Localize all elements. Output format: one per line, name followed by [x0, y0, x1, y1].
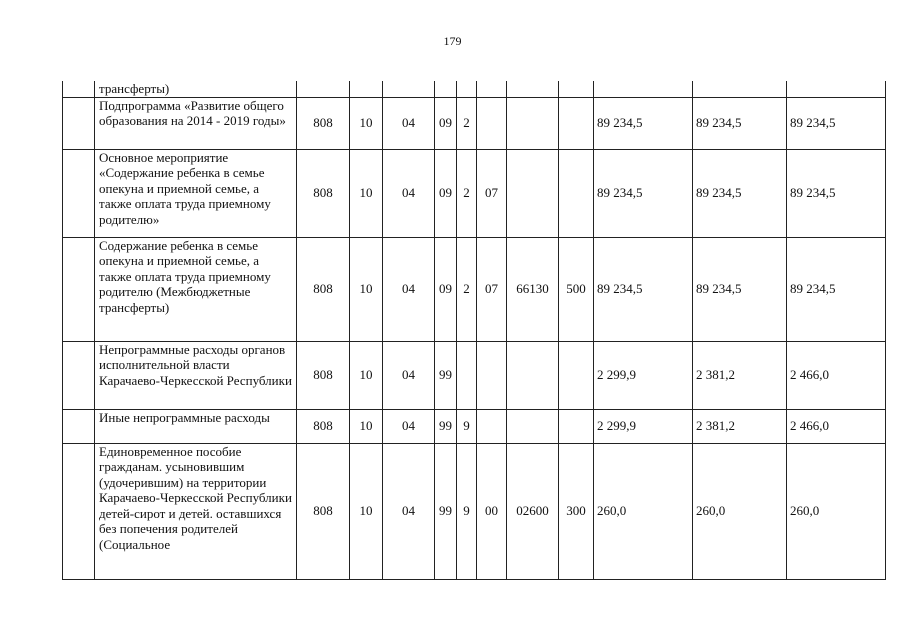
- amount-year3-cell: 260,0: [787, 443, 886, 579]
- ministry-code-cell: 808: [297, 409, 350, 443]
- amount-year1-cell: 260,0: [594, 443, 693, 579]
- row-number-cell: [63, 409, 95, 443]
- event-code-cell: [477, 81, 507, 97]
- amount-year3-cell: 89 234,5: [787, 149, 886, 237]
- subprogram-code-cell: 9: [457, 409, 477, 443]
- expense-type-code-cell: [559, 81, 594, 97]
- program-code-cell: 99: [435, 341, 457, 409]
- amount-year2-cell: 260,0: [693, 443, 787, 579]
- amount-year1-cell: 89 234,5: [594, 237, 693, 341]
- event-code-cell: [477, 97, 507, 149]
- event-code-cell: [477, 341, 507, 409]
- page-number: 179: [443, 34, 462, 48]
- direction-code-cell: 66130: [507, 237, 559, 341]
- expense-type-code-cell: [559, 409, 594, 443]
- amount-year1-cell: 2 299,9: [594, 409, 693, 443]
- item-name-cell: Содержание ребенка в семье опекуна и приемной семье, а также оплата труда приемному родителю (Межбюджетные трансферты): [95, 237, 297, 341]
- program-code-cell: 09: [435, 97, 457, 149]
- subprogram-code-cell: [457, 81, 477, 97]
- subprogram-code-cell: 9: [457, 443, 477, 579]
- row-number-cell: [63, 341, 95, 409]
- program-code-cell: [435, 81, 457, 97]
- subprogram-code-cell: [457, 341, 477, 409]
- program-code-cell: 09: [435, 237, 457, 341]
- amount-year3-cell: 89 234,5: [787, 97, 886, 149]
- table-row: [63, 443, 886, 579]
- item-name-cell: Иные непрограммные расходы: [95, 409, 297, 443]
- amount-year2-cell: [693, 81, 787, 97]
- section-code-cell: [350, 81, 383, 97]
- table-row: [63, 97, 886, 149]
- row-number-cell: [63, 81, 95, 97]
- event-code-cell: 07: [477, 237, 507, 341]
- ministry-code-cell: 808: [297, 443, 350, 579]
- direction-code-cell: [507, 149, 559, 237]
- subsection-code-cell: 04: [383, 341, 435, 409]
- ministry-code-cell: 808: [297, 341, 350, 409]
- table-row: [63, 237, 886, 341]
- amount-year2-cell: 89 234,5: [693, 97, 787, 149]
- event-code-cell: 07: [477, 149, 507, 237]
- subprogram-code-cell: 2: [457, 149, 477, 237]
- ministry-code-cell: [297, 81, 350, 97]
- program-code-cell: 99: [435, 409, 457, 443]
- amount-year2-cell: 2 381,2: [693, 409, 787, 443]
- amount-year1-cell: 89 234,5: [594, 149, 693, 237]
- row-number-cell: [63, 149, 95, 237]
- table-row: [63, 81, 886, 97]
- subsection-code-cell: 04: [383, 409, 435, 443]
- row-number-cell: [63, 237, 95, 341]
- expense-type-code-cell: [559, 149, 594, 237]
- section-code-cell: 10: [350, 149, 383, 237]
- ministry-code-cell: 808: [297, 149, 350, 237]
- ministry-code-cell: 808: [297, 237, 350, 341]
- direction-code-cell: [507, 341, 559, 409]
- item-name-cell: Основное мероприятие «Содержание ребенка в семье опекуна и приемной семье, а также оплата труда приемному родителю»: [95, 149, 297, 237]
- amount-year2-cell: 2 381,2: [693, 341, 787, 409]
- row-number-cell: [63, 443, 95, 579]
- amount-year3-cell: 2 466,0: [787, 409, 886, 443]
- row-number-cell: [63, 97, 95, 149]
- amount-year3-cell: [787, 81, 886, 97]
- expense-type-code-cell: 300: [559, 443, 594, 579]
- budget-table: [62, 81, 886, 580]
- table-row: [63, 149, 886, 237]
- expense-type-code-cell: [559, 97, 594, 149]
- subprogram-code-cell: 2: [457, 97, 477, 149]
- section-code-cell: 10: [350, 341, 383, 409]
- subsection-code-cell: 04: [383, 97, 435, 149]
- expense-type-code-cell: 500: [559, 237, 594, 341]
- subprogram-code-cell: 2: [457, 237, 477, 341]
- item-name-cell: Подпрограмма «Развитие общего образования на 2014 - 2019 годы»: [95, 97, 297, 149]
- section-code-cell: 10: [350, 409, 383, 443]
- item-name-cell: Единовременное пособие гражданам. усыновившим (удочерившим) на территории Карачаево-Черкесской Республики детей-сирот и детей. оставшихся без попечения родителей (Социальное: [95, 443, 297, 579]
- amount-year2-cell: 89 234,5: [693, 237, 787, 341]
- amount-year3-cell: 2 466,0: [787, 341, 886, 409]
- event-code-cell: 00: [477, 443, 507, 579]
- program-code-cell: 09: [435, 149, 457, 237]
- subsection-code-cell: 04: [383, 237, 435, 341]
- table-body: [63, 81, 886, 579]
- event-code-cell: [477, 409, 507, 443]
- direction-code-cell: 02600: [507, 443, 559, 579]
- expense-type-code-cell: [559, 341, 594, 409]
- direction-code-cell: [507, 409, 559, 443]
- table-row: [63, 341, 886, 409]
- item-name-cell: трансферты): [95, 81, 297, 97]
- section-code-cell: 10: [350, 97, 383, 149]
- amount-year2-cell: 89 234,5: [693, 149, 787, 237]
- amount-year1-cell: [594, 81, 693, 97]
- ministry-code-cell: 808: [297, 97, 350, 149]
- item-name-cell: Непрограммные расходы органов исполнительной власти Карачаево-Черкесской Республики: [95, 341, 297, 409]
- program-code-cell: 99: [435, 443, 457, 579]
- amount-year1-cell: 89 234,5: [594, 97, 693, 149]
- table-row: [63, 409, 886, 443]
- subsection-code-cell: 04: [383, 443, 435, 579]
- section-code-cell: 10: [350, 443, 383, 579]
- amount-year1-cell: 2 299,9: [594, 341, 693, 409]
- direction-code-cell: [507, 97, 559, 149]
- amount-year3-cell: 89 234,5: [787, 237, 886, 341]
- subsection-code-cell: [383, 81, 435, 97]
- subsection-code-cell: 04: [383, 149, 435, 237]
- direction-code-cell: [507, 81, 559, 97]
- section-code-cell: 10: [350, 237, 383, 341]
